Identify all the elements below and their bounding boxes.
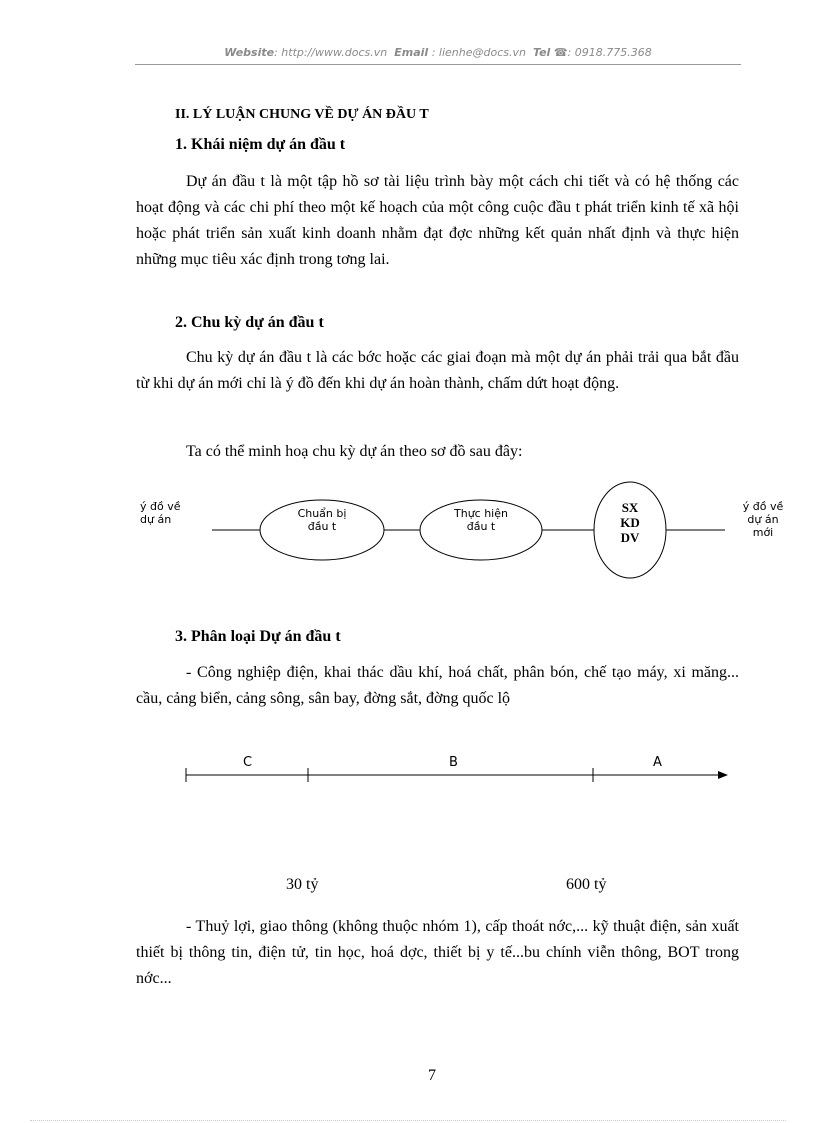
email-label: Email: [394, 46, 429, 59]
email-value: : lienhe@docs.vn: [431, 46, 526, 59]
start-label-line: dự án: [140, 513, 172, 526]
threshold-600: 600 tỷ: [566, 876, 607, 893]
heading-classification: 3. Phân loại Dự án đầu t: [175, 628, 341, 645]
paragraph-group2-text: - Thuỷ lợi, giao thông (không thuộc nhóm 1), cấp thoát nớc,... kỹ thuật điện, sản xuất thiết bị thông tin, điện tử, tin học, hoá dợc, thiết bị y tế...bu chính viễn thông, BOT trong nớc...: [136, 918, 739, 987]
stage-label-line: SX: [621, 500, 639, 515]
paragraph-group2: [136, 914, 739, 992]
end-label-line: mới: [752, 526, 774, 539]
website-value: : http://www.docs.vn: [274, 46, 388, 59]
stage-label-line: DV: [620, 530, 640, 545]
end-label: [732, 500, 794, 539]
diagram-intro: [136, 439, 739, 465]
header-divider: [135, 64, 741, 65]
start-label-line: ý đồ về: [140, 500, 181, 513]
paragraph-concept: [136, 169, 739, 273]
heading-concept: 1. Khái niệm dự án đầu t: [175, 136, 346, 153]
paragraph-group1-text: - Công nghiệp điện, khai thác dầu khí, hoá chất, phân bón, chế tạo máy, xi măng... cầu, cảng biển, cảng sông, sân bay, đờng sắt, đờng quốc lộ: [136, 664, 739, 707]
start-label: [140, 500, 200, 526]
page-number: 7: [428, 1067, 436, 1084]
stage-operation-label: [605, 500, 655, 545]
stage-implementation-label: [441, 507, 521, 533]
stage-preparation-label: [282, 507, 362, 533]
diagram-intro-text: Ta có thể minh hoạ chu kỳ dự án theo sơ đồ sau đây:: [186, 443, 523, 460]
paragraph-cycle-text: Chu kỳ dự án đầu t là các bớc hoặc các giai đoạn mà một dự án phải trải qua bắt đầu từ khi dự án mới chỉ là ý đồ đến khi dự án hoàn thành, chấm dứt hoạt động.: [136, 349, 739, 392]
heading-cycle: 2. Chu kỳ dự án đầu t: [175, 314, 324, 331]
paragraph-group1: [136, 660, 739, 712]
paragraph-cycle: [136, 345, 739, 397]
phone-icon: ☎: [553, 46, 568, 59]
scale-label-c: C: [243, 755, 253, 770]
stage-label-line: đầu t: [466, 520, 496, 533]
end-label-line: dự án: [747, 513, 779, 526]
website-label: Website: [224, 46, 275, 59]
tel-label: Tel: [532, 46, 551, 59]
page-header: [135, 46, 741, 59]
footer-divider: [30, 1120, 786, 1121]
classification-scale: [0, 740, 816, 800]
end-label-line: ý đồ về: [742, 500, 784, 513]
scale-label-b: B: [449, 755, 458, 770]
section-title: II. LÝ LUẬN CHUNG VỀ DỰ ÁN ĐẦU T: [175, 107, 429, 122]
scale-label-a: A: [653, 755, 662, 770]
stage-label-line: KD: [620, 515, 640, 530]
tel-value: : 0918.775.368: [567, 46, 652, 59]
project-cycle-diagram: [0, 470, 816, 610]
stage-label-line: đầu t: [307, 520, 337, 533]
stage-label-line: Thực hiện: [454, 507, 508, 520]
threshold-30: 30 tỷ: [286, 876, 319, 893]
paragraph-concept-text: Dự án đầu t là một tập hồ sơ tài liệu trình bày một cách chi tiết và có hệ thống các hoạt động và các chi phí theo một kế hoạch của một công cuộc đầu t phát triển kinh tế xã hội hoặc phát triển sản xuất kinh doanh nhằm đạt đợc những kết quản nhất định và thực hiện những mục tiêu xác định trong tơng lai.: [136, 173, 739, 268]
stage-label-line: Chuẩn bị: [297, 507, 347, 520]
scale-arrowhead: [718, 771, 728, 779]
